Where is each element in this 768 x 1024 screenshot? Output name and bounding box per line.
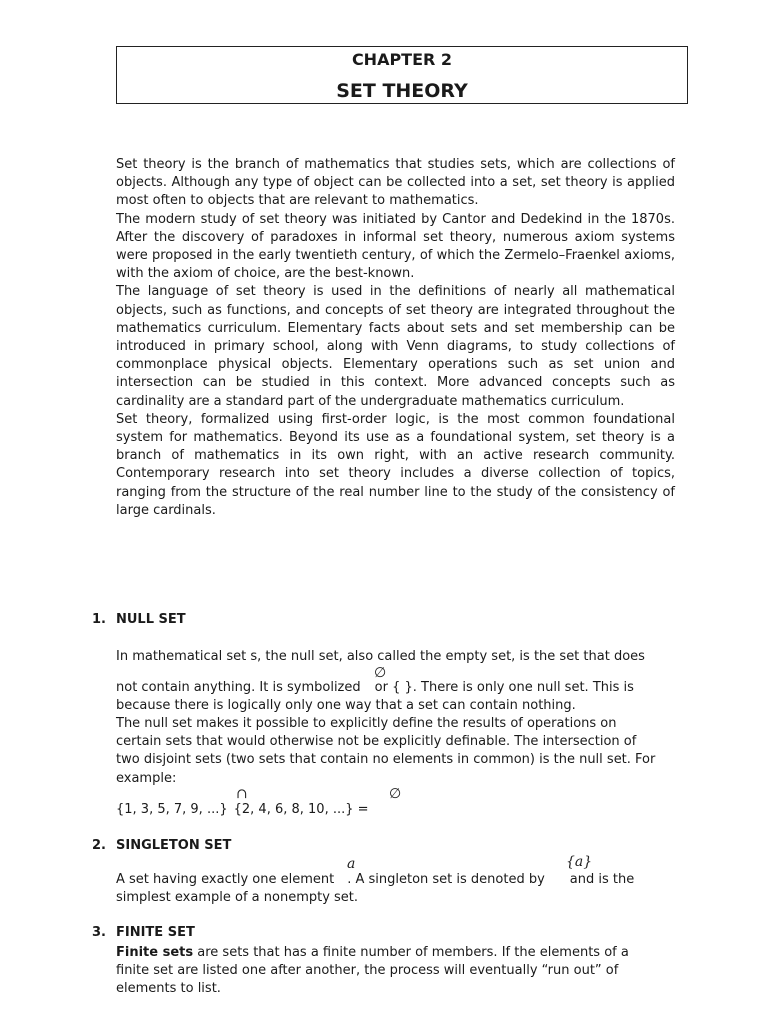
intro-section — [116, 156, 675, 520]
chapter-number: CHAPTER 2 — [351, 50, 453, 69]
empty-set-symbol: ∅ — [389, 786, 402, 802]
finite-set-term: Finite sets — [116, 945, 194, 960]
intersection-symbol: ∩ — [236, 786, 248, 802]
null-set-paragraph-2: The null set makes it possible to explicitly define the results of operations on certain sets that would otherwise not be explicitly definable. The intersection of two disjoint sets (two sets that contain no elements in common) is the null set. For example: — [116, 716, 656, 786]
intro-paragraph: Set theory is the branch of mathematics that studies sets, which are collections of objects. Although any type of object can be collected into a set, set theory is applied most often to objects that are relevant to mathematics. — [116, 157, 675, 209]
null-set-text: not contain anything. It is symbolized — [116, 680, 361, 695]
singleton-line-2: simplest example of a nonempty set. — [116, 890, 359, 905]
null-set-line-3: because there is logically only one way that a set can contain nothing. — [116, 698, 576, 713]
singleton-text: . A singleton set is denoted by — [347, 872, 545, 887]
example-set-even: {2, 4, 6, 8, 10, ...} = — [233, 802, 369, 817]
element-symbol: a — [347, 856, 356, 872]
intro-paragraph: The language of set theory is used in the definitions of nearly all mathematical objects, such as functions, and concepts of set theory are integrated throughout the mathematics curriculum. Elementary facts about sets and set membership can be introduced in primary school, along with Venn diagrams, to study collections of commonplace physical objects. Elementary operations such as set union and intersection can be studied in this context. More advanced concepts such as cardinality are a standard part of the undergraduate mathematics curriculum. — [116, 284, 675, 409]
intro-paragraph: The modern study of set theory was initiated by Cantor and Dedekind in the 1870s. After the discovery of paradoxes in informal set theory, numerous axiom systems were proposed in the early twentieth century, of which the Zermelo–Fraenkel axioms, with the axiom of choice, are the best-known. — [116, 211, 675, 282]
chapter-title: SET THEORY — [336, 80, 468, 102]
null-set-line-2 — [116, 679, 716, 697]
section-number: 2. — [92, 838, 106, 853]
finite-set-paragraph — [116, 944, 656, 999]
section-title: SINGLETON SET — [116, 838, 232, 853]
intro-paragraph: Set theory, formalized using first-order logic, is the most common foundational system for mathematics. Beyond its use as a foundational system, set theory is a branch of mathematics in its own right, with an active research community. Contemporary research into set theory includes a diverse collection of topics, ranging from the structure of the real number line to the study of the consistency of large cardinals. — [116, 411, 675, 518]
section-title: NULL SET — [116, 612, 186, 627]
chapter-title-box — [116, 46, 688, 104]
section-number: 1. — [92, 612, 106, 627]
singleton-text: and is the — [569, 872, 635, 887]
section-number: 3. — [92, 925, 106, 940]
singleton-line-1 — [116, 871, 716, 889]
null-set-example — [116, 801, 416, 819]
finite-set-text: are sets that has a finite number of members. If the elements of a finite set are listed one after another, the process will eventually “run out” of elements to list. — [116, 945, 629, 997]
empty-set-symbol: ∅ — [374, 665, 387, 681]
null-set-line-1: In mathematical set s, the null set, also called the empty set, is the set that does — [116, 649, 645, 664]
null-set-text: or { }. There is only one null set. This is — [374, 680, 634, 695]
section-title: FINITE SET — [116, 925, 195, 940]
singleton-text: A set having exactly one element — [116, 872, 335, 887]
singleton-set-symbol: {a} — [566, 854, 593, 870]
example-set-odd: {1, 3, 5, 7, 9, ...} — [116, 802, 228, 817]
